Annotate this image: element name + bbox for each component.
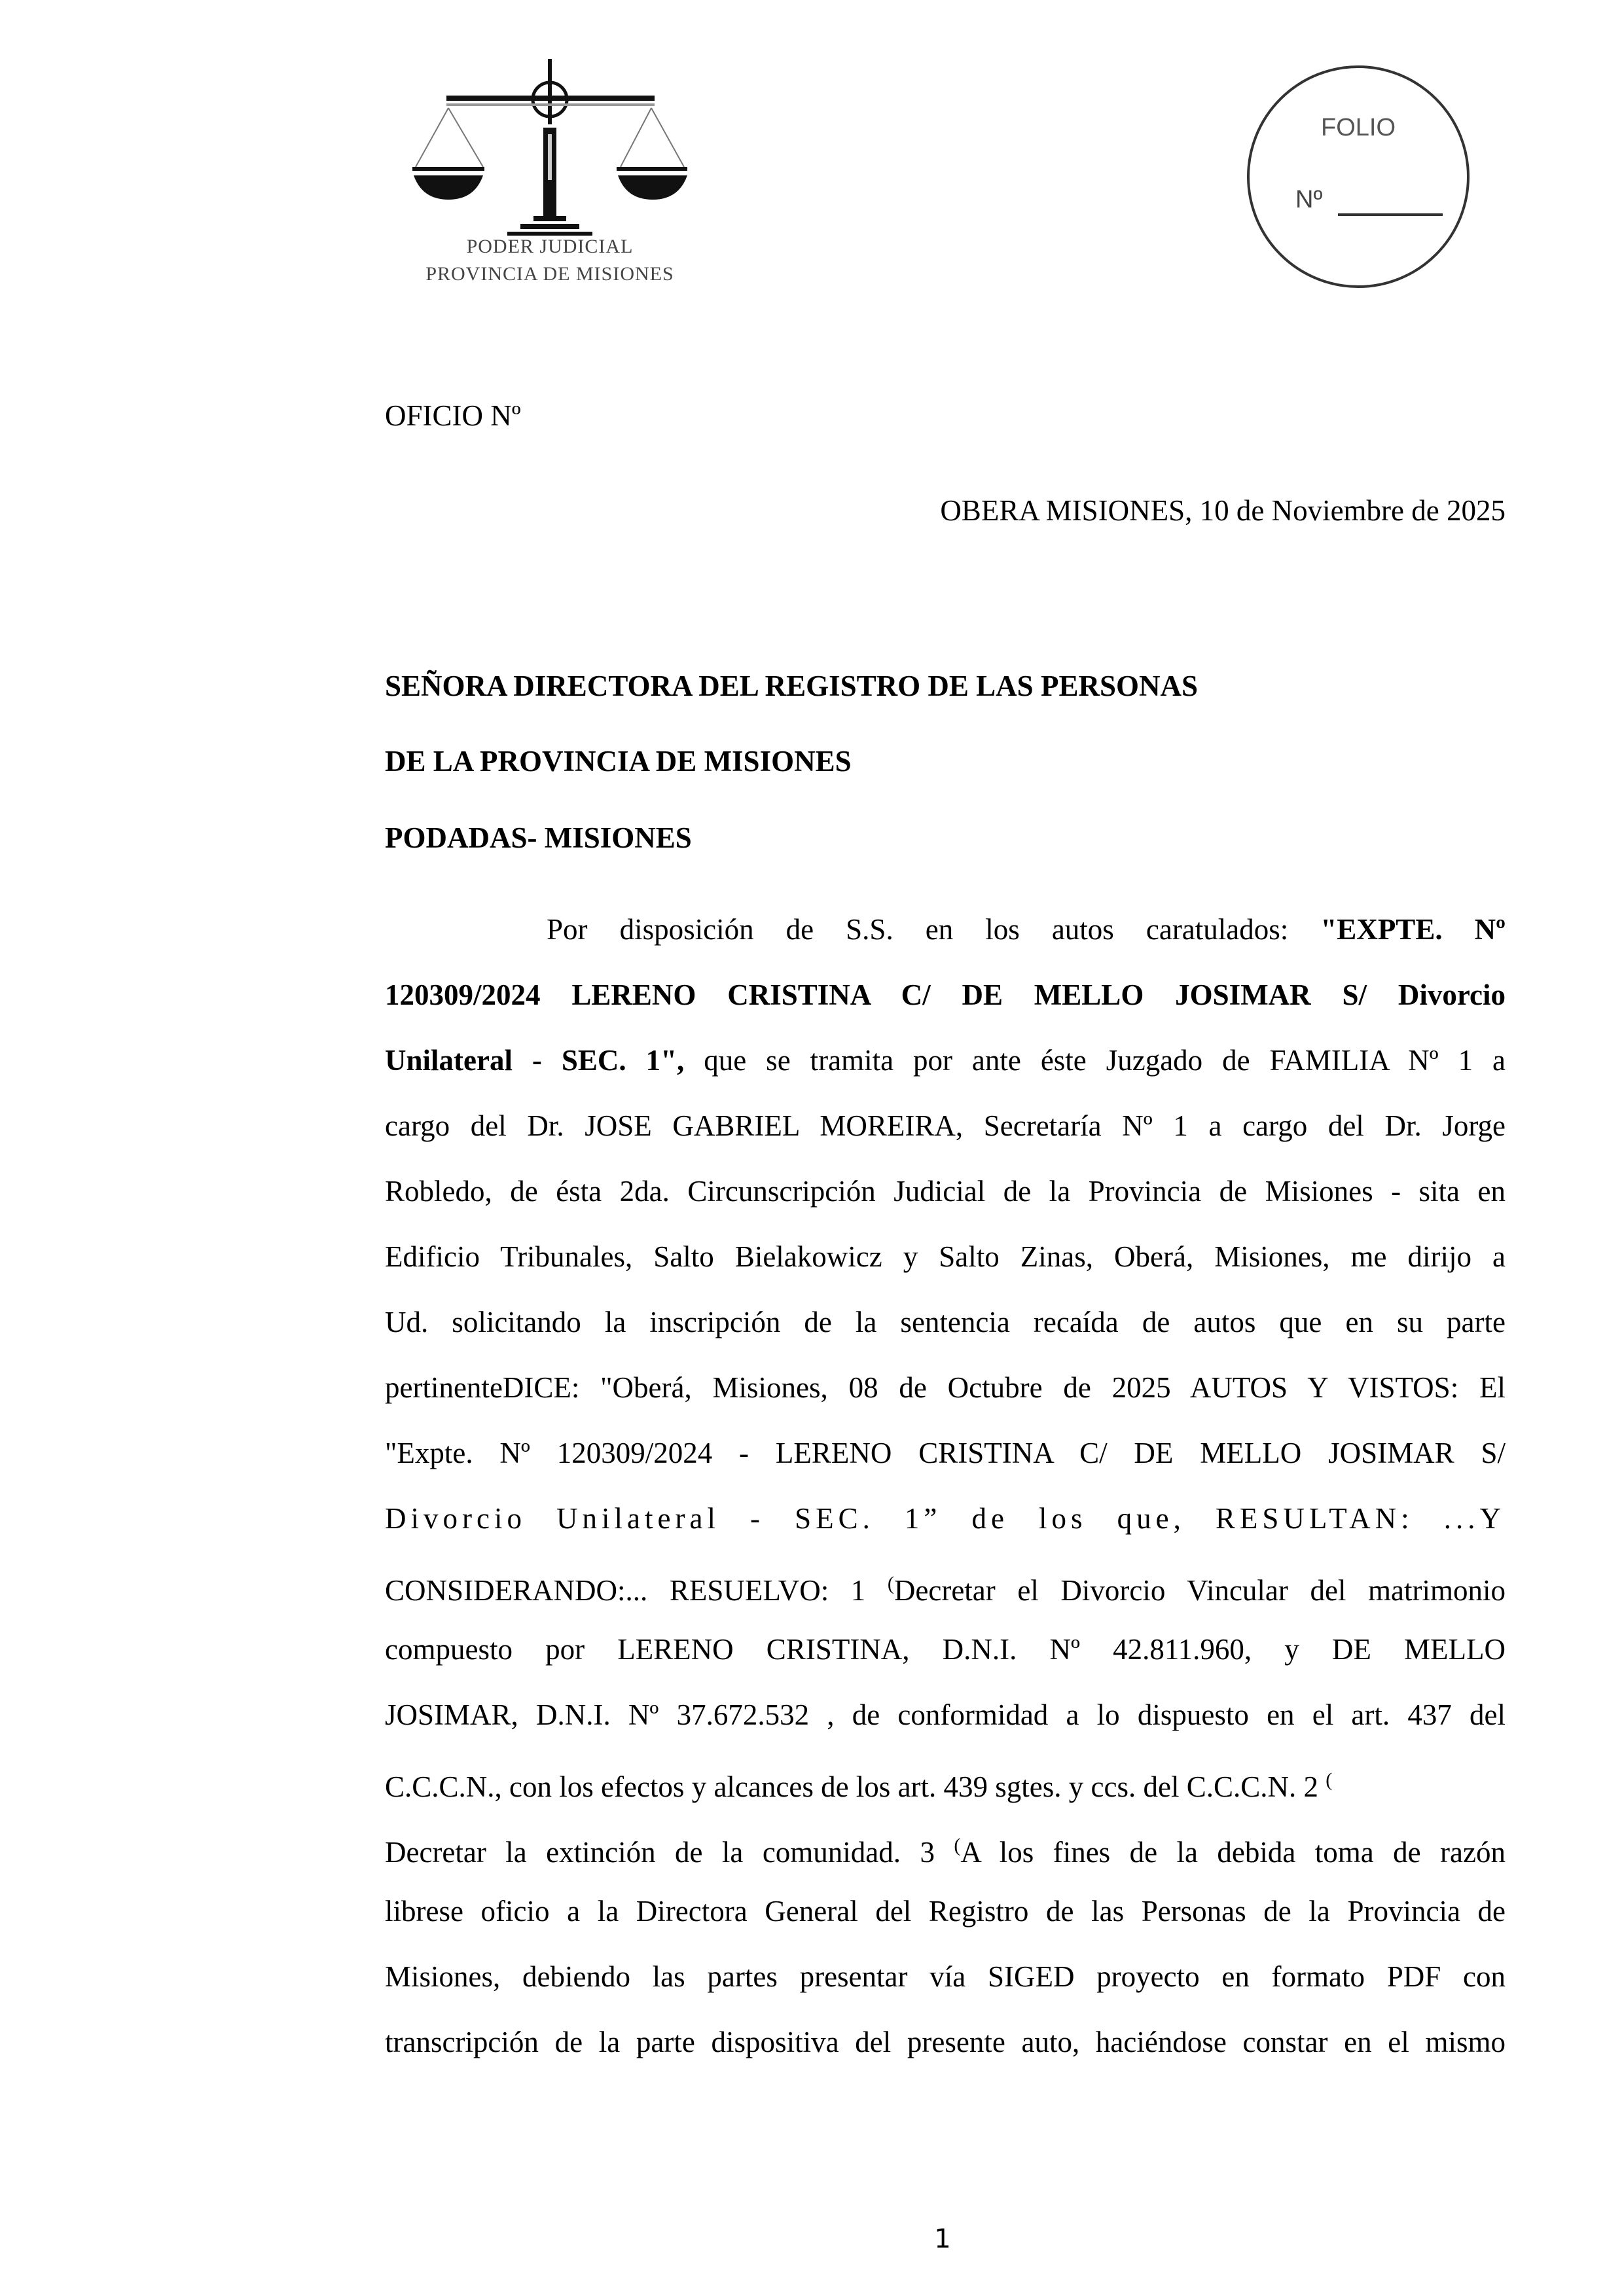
footnote-mark: ( — [1326, 1769, 1333, 1791]
body-text: C.C.C.N., con los efectos y alcances de los art. 439 sgtes. y ccs. del C.C.C.N. 2 — [385, 1770, 1326, 1803]
folio-number-label: Nº — [1295, 186, 1323, 213]
logo-line-1: PODER JUDICIAL — [466, 236, 634, 257]
body-line-15 — [385, 1826, 1506, 1872]
body-text: CONSIDERANDO:... RESUELVO: 1 — [385, 1574, 888, 1607]
body-text: Por disposición de S.S. en los autos caratulados: — [547, 913, 1321, 946]
body-line-5: Robledo, de ésta 2da. Circunscripción Judicial de la Provincia de Misiones - sita en — [385, 1175, 1506, 1208]
addressee-line-2: DE LA PROVINCIA DE MISIONES — [385, 745, 852, 778]
body-line-12: compuesto por LERENO CRISTINA, D.N.I. Nº 42.811.960, y DE MELLO — [385, 1633, 1506, 1666]
body-line-10: Divorcio Unilateral - SEC. 1” de los que, RESULTAN: ...Y — [385, 1502, 1506, 1535]
page-number: 1 — [934, 2224, 951, 2254]
body-line-13: JOSIMAR, D.N.I. Nº 37.672.532 , de conformidad a lo dispuesto en el art. 437 del — [385, 1698, 1506, 1731]
body-line-16: librese oficio a la Directora General del Registro de las Personas de la Provincia de — [385, 1895, 1506, 1928]
logo-line-2: PROVINCIA DE MISIONES — [425, 263, 674, 285]
body-line-11 — [385, 1564, 1506, 1610]
body-text: A los fines de la debida toma de razón — [960, 1836, 1506, 1869]
place-date: OBERA MISIONES, 10 de Noviembre de 2025 — [940, 494, 1506, 527]
body-line-6: Edificio Tribunales, Salto Bielakowicz y Salto Zinas, Oberá, Misiones, me dirijo a — [385, 1240, 1506, 1273]
footnote-mark: ( — [887, 1573, 894, 1594]
case-ref-end: Unilateral - SEC. 1", — [385, 1044, 685, 1077]
body-line-17: Misiones, debiendo las partes presentar vía SIGED proyecto en formato PDF con — [385, 1960, 1506, 1993]
footnote-mark: ( — [954, 1835, 961, 1856]
body-line-9: "Expte. Nº 120309/2024 - LERENO CRISTINA C/ DE MELLO JOSIMAR S/ — [385, 1437, 1506, 1469]
oficio-number-label: OFICIO Nº — [385, 399, 521, 432]
body-text: que se tramita por ante éste Juzgado de FAMILIA Nº 1 a — [684, 1044, 1506, 1077]
body-line-3 — [385, 1041, 1506, 1080]
poder-judicial-logo — [412, 39, 687, 288]
body-line-18: transcripción de la parte dispositiva del presente auto, haciéndose constar en el mismo — [385, 2026, 1506, 2058]
folio-title: FOLIO — [1320, 114, 1396, 141]
body-line-2: 120309/2024 LERENO CRISTINA C/ DE MELLO JOSIMAR S/ Divorcio — [385, 978, 1506, 1011]
scales-of-justice-icon — [412, 39, 687, 236]
addressee-line-1: SEÑORA DIRECTORA DEL REGISTRO DE LAS PERSONAS — [385, 670, 1199, 702]
folio-stamp — [1247, 65, 1470, 288]
body-line-14 — [385, 1761, 1506, 1806]
body-line-8: pertinenteDICE: "Oberá, Misiones, 08 de Octubre de 2025 AUTOS Y VISTOS: El — [385, 1371, 1506, 1404]
addressee-line-3: PODADAS- MISIONES — [385, 821, 692, 854]
case-ref: "EXPTE. Nº — [1320, 913, 1506, 946]
body-line-7: Ud. solicitando la inscripción de la sentencia recaída de autos que en su parte — [385, 1306, 1506, 1338]
body-text: Decretar el Divorcio Vincular del matrimonio — [893, 1574, 1506, 1607]
folio-number-blank — [1338, 213, 1443, 216]
body-line-4: cargo del Dr. JOSE GABRIEL MOREIRA, Secretaría Nº 1 a cargo del Dr. Jorge — [385, 1109, 1506, 1142]
body-text: Decretar la extinción de la comunidad. 3 — [385, 1836, 954, 1869]
body-line-1 — [547, 910, 1506, 949]
